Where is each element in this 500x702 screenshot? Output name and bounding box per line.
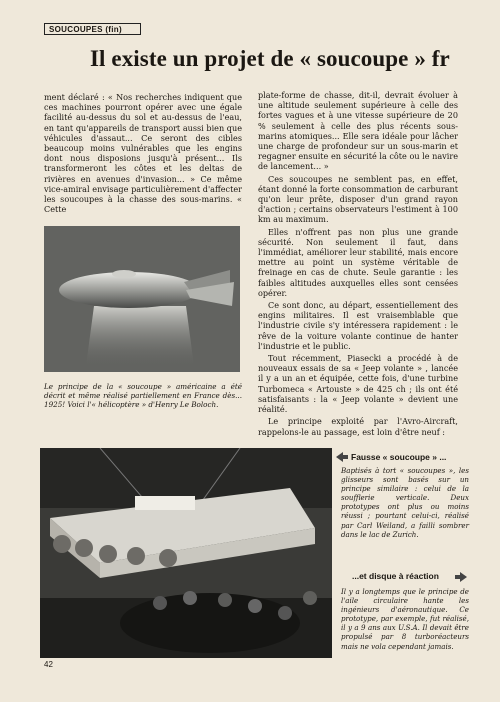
- article-title: Il existe un projet de « soucoupe » fr: [90, 46, 450, 71]
- right-paragraph: Ce sont donc, au départ, essentiellement des engins militaires. Il est vraisemblable que l'industrie civile s'y intéressera rapidement : le rêve de la voiture volante continue de hanter l'industrie et le public.: [258, 300, 458, 351]
- sidebar-text: Baptisés à tort « soucoupes », les glisseurs sont basés sur un principe similaire : celui de la soufflerie verticale. Deux prototypes ont plus ou moins réussi ; pourtant celui-ci, réalisé par Carl Weiland, a failli sombrer dans le lac de Zurich.: [341, 466, 469, 539]
- arrow-left-icon: [336, 452, 348, 462]
- right-column: [258, 90, 458, 439]
- page-number: 42: [44, 660, 53, 669]
- saucer-illustration: [44, 226, 240, 372]
- hovercraft-illustration: [40, 448, 332, 658]
- right-paragraph: Le principe exploité par l'Avro-Aircraft, rappelons-le au passage, est loin d'être neuf :: [258, 416, 458, 437]
- right-paragraph: Tout récemment, Piasecki a procédé à de nouveaux essais de sa « Jeep volante » , lancée il y a un an et équipée, cette fois, d'une turbine Turbomeca « Artouste » de 425 ch ; ils ont été satisfaisants : la « Jeep volante » devient une réalité.: [258, 353, 458, 415]
- saucer-photo: [44, 226, 240, 372]
- right-paragraph: plate-forme de chasse, dit-il, devrait évoluer à une altitude seulement supérieure à celle des fortes vagues et à une vitesse supérieure de 20 % seulement à celle des plus récents sous-marins atomiques... Elle sera idéale pour lâcher une charge de profondeur sur un sous-marin et regagner ensuite en sécurité la côte ou le navire de lancement... »: [258, 90, 458, 172]
- right-paragraph: Elles n'offrent pas non plus une grande sécurité. Non seulement il faut, dans l'immédiat, améliorer leur stabilité, mais encore mettre au point un système véritable de freinage en cas de chute. Seule garantie : les faibles altitudes auxquelles elles sont censées opérer.: [258, 226, 458, 298]
- sidebar-text: Il y a longtemps que le principe de l'aile circulaire hante les ingénieurs d'aéronautique. Ce prototype, par exemple, fut réalisé, il y a 9 ans aux U.S.A. Il devait être propulsé par 8 turboréacteurs mais ne vola cependant jamais.: [341, 587, 469, 651]
- right-paragraph: Ces soucoupes ne semblent pas, en effet, étant donné la forte consommation de carburant qu'on leur prête, disposer d'un grand rayon d'action ; certains observateurs l'estiment à 100 km au maximum.: [258, 173, 458, 225]
- sidebar-heading: ...et disque à réaction: [352, 571, 439, 581]
- left-paragraph: ment déclaré : « Nos recherches indiquent que ces machines pourront opérer avec une égale facilité au-dessus du sol et au-dessus de l'eau, en tant qu'appareils de transport aussi bien que véhicules d'assaut... Ce seront des cibles beaucoup moins vulnérables que les engins dont nous disposions jusqu'à présent... Ils transformeront les côtes et les deltas de rivières en avenues d'invasion... » Ce même vice-amiral envisage particulièrement d'affecter les soucoupes à la chasse des sous-marins. « Cette: [44, 92, 242, 215]
- left-column: [44, 92, 242, 216]
- arrow-right-icon: [455, 572, 467, 582]
- sidebar-heading: Fausse « soucoupe » ...: [351, 452, 447, 462]
- photo-caption: Le principe de la « soucoupe » américaine a été décrit et même réalisé partiellement en France dès... 1925! Voici l'« hélicoptère » d'Henry Le Boloch.: [44, 382, 242, 410]
- hovercraft-photo: [40, 448, 332, 658]
- section-tag: SOUCOUPES (fin): [44, 23, 141, 35]
